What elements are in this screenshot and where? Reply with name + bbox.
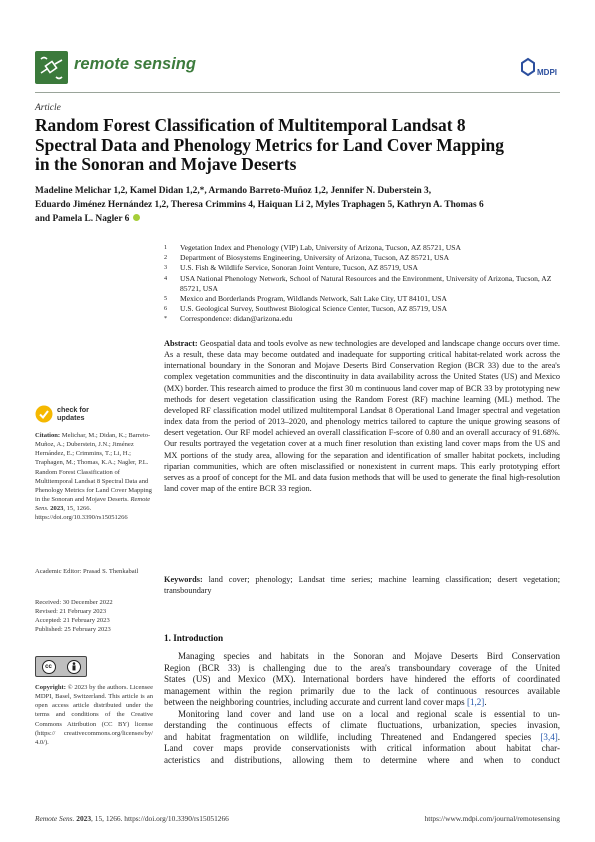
footer-journal: Remote Sens. xyxy=(35,814,75,823)
citation-block xyxy=(35,431,153,523)
header-rule xyxy=(35,92,560,93)
reference-link[interactable]: [1,2] xyxy=(466,697,485,708)
reference-link[interactable]: [3,4] xyxy=(540,731,558,742)
cc-by-license-badge[interactable] xyxy=(35,656,87,677)
cc-icon: cc xyxy=(42,660,56,674)
intro-line: between the neighboring countries, including accurate and current land cover maps xyxy=(164,697,465,708)
copyright-label: Copyright: xyxy=(35,684,66,691)
intro-line: derstanding the continuous effects of climate fluctuations, urbanization, species invasion, xyxy=(164,720,560,731)
journal-name: remote sensing xyxy=(74,55,196,73)
introduction-body: Managing species and habitats in the Sonoran and Mojave Deserts Bird Conservation Region (BCR 33) is challenging due to the area's transboundary coverage of the United States (US) and Mexico (MX). International borders have hindered the efforts of coordinated management within the region primarily due to the lack of continuous resources available between the neighboring countries, including accurate and current land cover maps [1,2]. Monitoring land cover and land use on a local and regional scale is essential to un- derstanding the continuous effects of climate fluctuations, urbanization, species invasion, and habitat fragmentation on wildlife, including Threatened and Endangered species [3,4]. Land cover maps provide conservationists with critical information about habitat char- acteristics and distributions, allowing them to determine where and when to conduct xyxy=(164,651,561,765)
date-accepted: Accepted: 21 February 2023 xyxy=(35,617,110,625)
citation-label: Citation: xyxy=(35,432,61,439)
academic-editor: Academic Editor: Prasad S. Thenkabail xyxy=(35,568,139,575)
date-published: Published: 25 February 2023 xyxy=(35,626,111,634)
affiliation-item: 5 Mexico and Borderlands Program, Wildlands Network, Salt Lake City, UT 84101, USA xyxy=(164,294,447,304)
citation-doi[interactable]: , 15, 1266. https://doi.org/10.3390/rs15051266 xyxy=(35,505,128,522)
correspondence: * Correspondence: didan@arizona.edu xyxy=(164,314,293,324)
footer-doi[interactable]: , 15, 1266. https://doi.org/10.3390/rs15051266 xyxy=(91,814,229,823)
intro-line: Region (BCR 33) is challenging due to the area's transboundary coverage of the United xyxy=(164,662,560,673)
author-line: Madeline Melichar 1,2, Kamel Didan 1,2,*, Armando Barreto-Muñoz 1,2, Jennifer N. Duberstein 3, xyxy=(35,186,432,196)
abstract xyxy=(164,338,560,494)
affiliation-item: 3 U.S. Fish & Wildlife Service, Sonoran Joint Venture, Tucson, AZ 85719, USA xyxy=(164,263,418,273)
article-title xyxy=(35,116,560,175)
intro-line: Managing species and habitats in the Sonoran and Mojave Deserts Bird Conservation xyxy=(178,651,560,661)
copyright-block xyxy=(35,683,153,747)
affiliation-item: 1 Vegetation Index and Phenology (VIP) Lab, University of Arizona, Tucson, AZ 85721, USA xyxy=(164,243,461,252)
section-heading-introduction: 1. Introduction xyxy=(164,633,224,643)
intro-line: Land cover maps provide conservationists with critical information about habitat char- xyxy=(164,743,560,754)
title-line: Spectral Data and Phenology Metrics for Land Cover Mapping xyxy=(35,134,504,155)
mdpi-logo xyxy=(516,56,560,85)
intro-line: Monitoring land cover and land use on a local and regional scale is essential to un- xyxy=(178,708,560,719)
footer-journal-link[interactable]: https://www.mdpi.com/journal/remotesensing xyxy=(424,814,560,823)
author-list xyxy=(35,184,560,227)
affiliation-item: 2 Department of Biosystems Engineering, University of Arizona, Tucson, AZ 85721, USA xyxy=(164,253,450,263)
footer-year: 2023 xyxy=(76,814,92,823)
check-for-updates-button[interactable] xyxy=(35,405,89,423)
author-line: Eduardo Jiménez Hernández 1,2, Theresa Crimmins 4, Haiquan Li 2, Myles Traphagen 5, Kathryn A. Thomas 6 xyxy=(35,200,484,211)
intro-line: and habitat fragmentation on wildlife, including Threatened and Endangered species xyxy=(164,731,532,742)
attribution-icon xyxy=(67,660,81,674)
title-line: Random Forest Classification of Multitemporal Landsat 8 xyxy=(35,115,466,135)
updates-label: updates xyxy=(57,413,85,422)
affiliation-item: 6 U.S. Geological Survey, Southwest Biological Science Center, Tucson, AZ 85719, USA xyxy=(164,304,448,314)
intro-line: management within the region primarily due to the lack of continuous resources available xyxy=(164,685,560,696)
author-line: and Pamela L. Nagler 6 xyxy=(35,214,130,225)
affiliation-item: 4 USA National Phenology Network, School of Natural Resources and the Environment, University of Arizona, Tucson, AZ 85721, USA xyxy=(164,273,552,293)
footer-citation xyxy=(35,814,229,823)
date-revised: Revised: 21 February 2023 xyxy=(35,608,107,616)
keywords xyxy=(164,574,560,596)
article-type: Article xyxy=(35,103,61,113)
abstract-text: Geospatial data and tools evolve as new technologies are developed and landscape change occurs over time. As a result, these data may become outdated and inadequate for supporting critical habitat-related work across the international boundary in the Sonoran and Mojave Deserts Bird Conservation Region (BCR 33) due to the area's complex vegetation communities and the discontinuity in data availability across the United States (US) and Mexico (MX) border. This research aimed to produce the first 30 m continuous land cover map of BCR 33 by prototyping new methods for desert vegetation classification using the Random Forest (RF) machine learning (ML) method. The developed RF classification model utilized multitemporal Landsat 8 Operational Land Imager spectral and vegetation index data from the period of 2013–2020, and phenology metrics tailored to capture the unique growing seasons of desert vegetation. Our RF model achieved an overall classification F-score of 0.80 and an overall accuracy of 91.68%. Our results portrayed the vegetation cover at a much finer resolution than existing land cover maps from the US and MX portions of the study area, allowing for the separation and identification of smaller habitat pockets, including riparian communities, which are often misclassified or nonexistent in current maps. This early prototyping effort serves as a proof of concept for the ML and data fusion methods that will be used to generate the final high-resolution land cover map of the entire BCR 33 region. xyxy=(164,339,561,494)
title-line: in the Sonoran and Mojave Deserts xyxy=(35,154,297,174)
abstract-label: Abstract: xyxy=(164,339,198,348)
citation-journal: Remote Sens. xyxy=(35,496,151,513)
intro-line: acteristics and distributions, allowing them to determine where and when to conduct xyxy=(164,754,560,765)
citation-text: Melichar, M.; Didan, K.; Barreto-Muñoz, A.; Duberstein, J.N.; Jiménez Hernández, E.; Crimmins, T.; Li, H.; Traphagen, M.; Thomas, K.A.; Nagler, P.L. Random Forest Classification of Multitemporal Landsat 8 Spectral Data and Phenology Metrics for Land Cover Mapping in the Sonoran and Mojave Deserts. xyxy=(35,432,152,504)
intro-line: States (US) and Mexico (MX). International borders have hindered the efforts of coordinated xyxy=(164,674,560,685)
keywords-label: Keywords: xyxy=(164,575,203,584)
orcid-icon[interactable] xyxy=(133,214,140,221)
date-received: Received: 30 December 2022 xyxy=(35,599,113,606)
keywords-text: land cover; phenology; Landsat time series; machine learning classification; desert vegetation; transboundary xyxy=(164,575,560,596)
mdpi-logo-text: MDPI xyxy=(537,68,557,77)
check-for-label: check for xyxy=(57,405,89,414)
affiliations xyxy=(164,243,564,325)
copyright-text: © 2023 by the authors. Licensee MDPI, Basel, Switzerland. This article is an open access article distributed under the terms and conditions of the Creative Commons Attribution (CC BY) license (https:// creativecommons.org/licenses/by/ 4.0/). xyxy=(35,684,153,746)
check-for-updates-icon xyxy=(35,405,53,423)
article-dates xyxy=(35,598,153,635)
citation-year: 2023 xyxy=(50,505,64,513)
journal-logo-icon xyxy=(35,51,68,84)
